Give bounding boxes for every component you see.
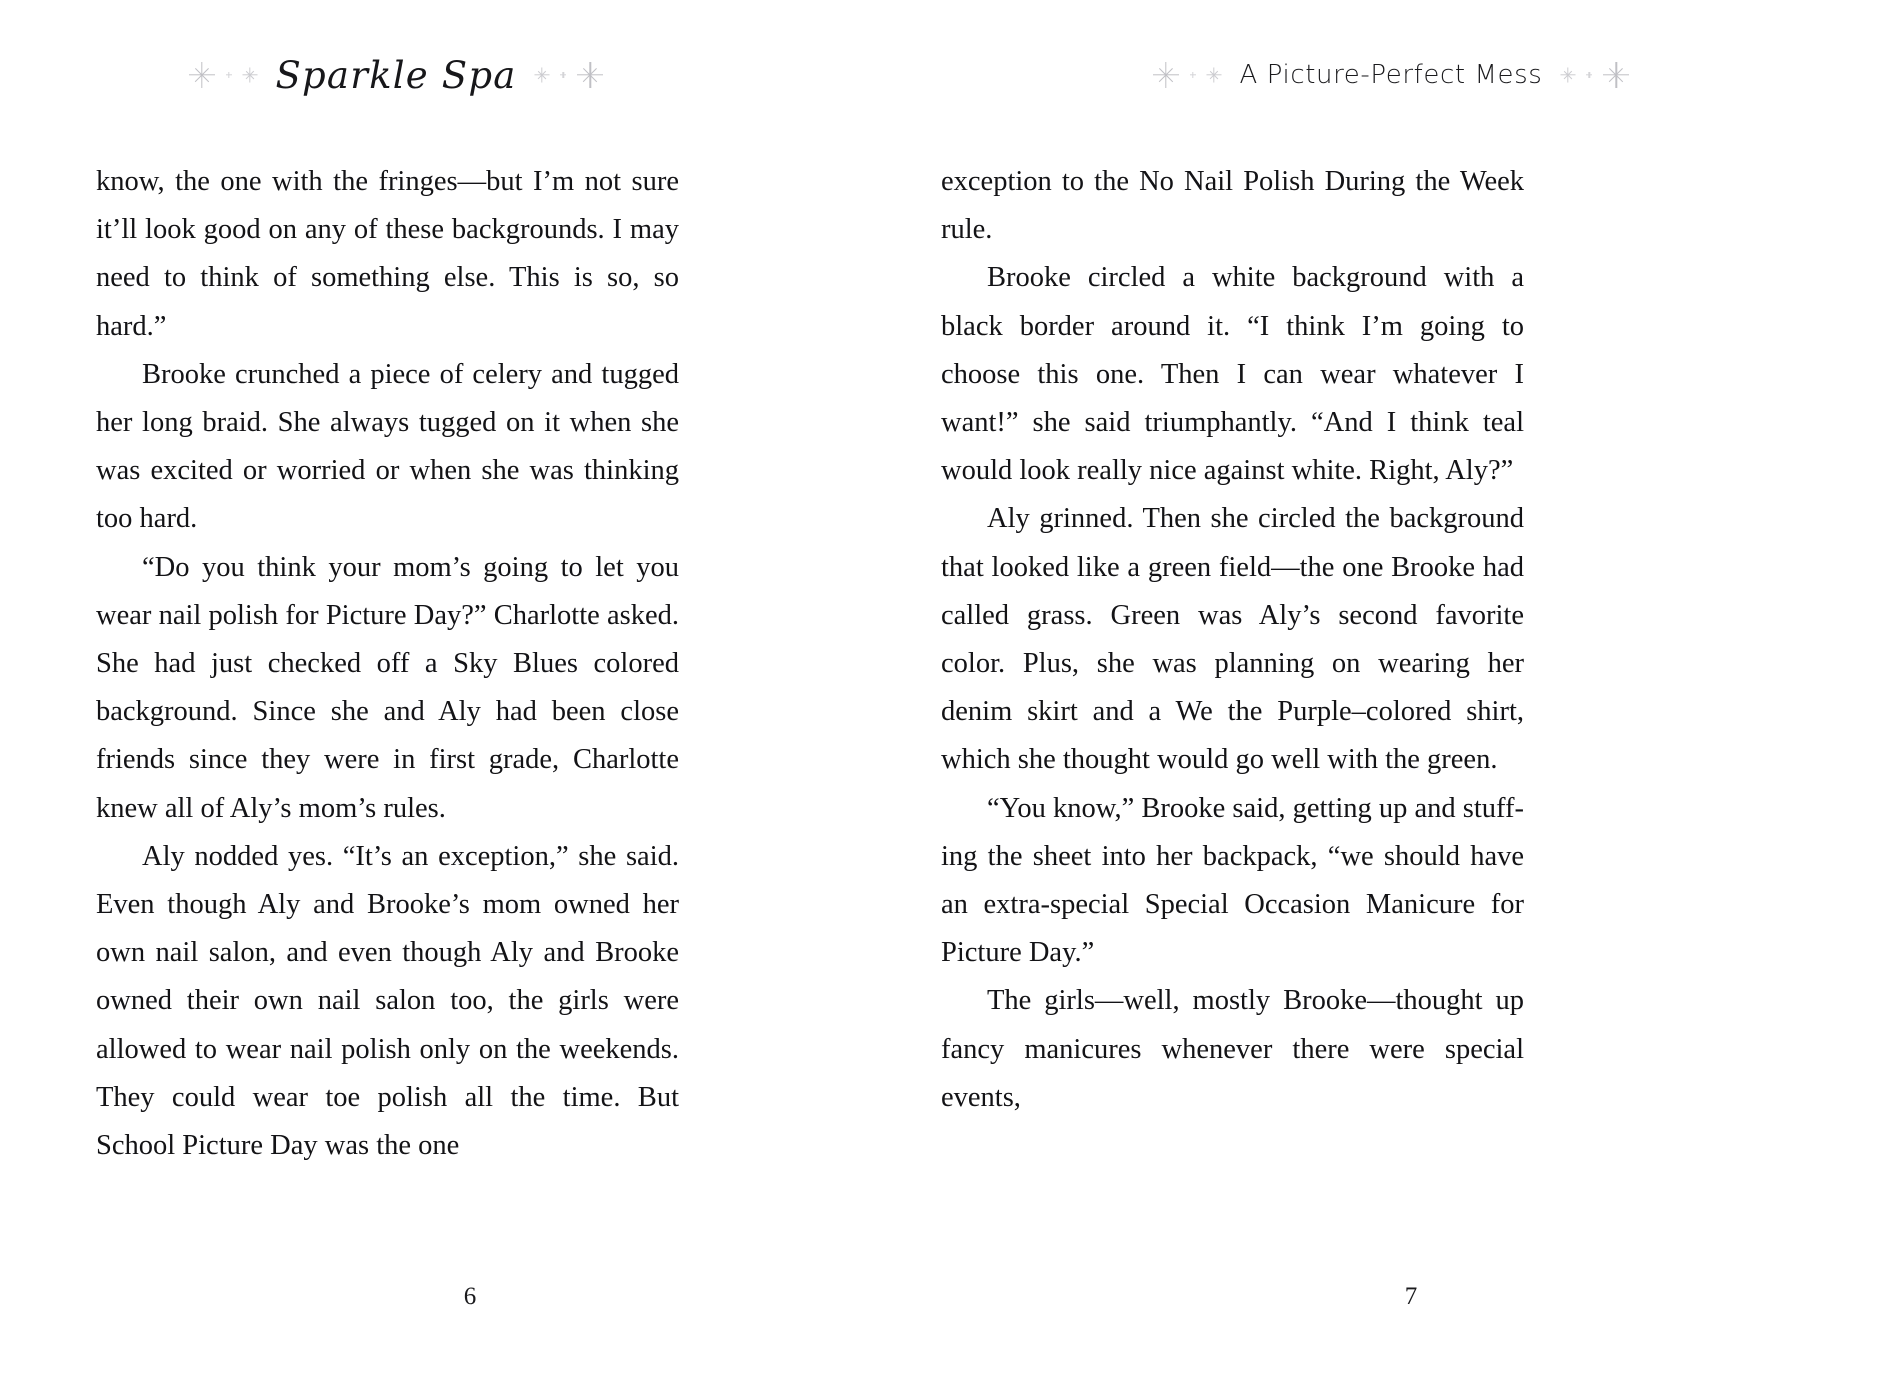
paragraph: The girls—well, mostly Brooke—thought up fancy manicures whenever there were special events, <box>941 985 1524 1113</box>
sparkle-large-icon <box>1153 62 1179 88</box>
sparkle-tiny-icon <box>226 72 232 78</box>
left-page-number: 6 <box>463 1283 477 1310</box>
left-running-head <box>96 46 696 104</box>
right-running-head <box>941 46 1841 104</box>
paragraph: Brooke crunched a piece of celery and tugged her long braid. She always tugged on it when she was excited or worried or when she was thinking too hard. <box>96 358 679 535</box>
right-page-number: 7 <box>1404 1283 1418 1310</box>
right-running-head-title: A Picture-Perfect Mess <box>1239 60 1543 90</box>
paragraph: “You know,” Brooke said, getting up and stuffing the sheet into her backpack, “we should have an extra-special Special Occasion Manicure for Picture Day.” <box>941 792 1524 969</box>
right-page-text-column <box>941 158 1524 1122</box>
sparkle-medium-icon <box>243 68 258 83</box>
paragraph: Aly grinned. Then she circled the background that looked like a green field—the one Brooke had called grass. Green was Aly’s second favorite color. Plus, she was planning on wearing her denim skirt and a We the Purple–colored shirt, which she thought would go well with the green. <box>941 503 1524 776</box>
sparkle-medium-icon <box>1560 68 1575 83</box>
paragraph: Aly nodded yes. “It’s an exception,” she said. Even though Aly and Brooke’s mom owned her own nail salon, and even though Aly and Brooke owned their own nail salon too, the girls were allowed to wear nail polish only on the weekends. They could wear toe polish all the time. But School Picture Day was the one <box>96 840 679 1162</box>
ornament-group-leading <box>189 62 258 88</box>
left-running-head-title: Sparkle Spa <box>275 53 517 97</box>
ornament-group-trailing <box>1560 62 1629 88</box>
paragraph: “Do you think your mom’s going to let you wear nail polish for Picture Day?” Charlotte asked. She had just checked off a Sky Blues colored background. Since she and Aly had been close friends since they were in first grade, Charlotte knew all of Aly’s mom’s rules. <box>96 551 679 824</box>
sparkle-tiny-icon <box>560 72 566 78</box>
left-page-text-column <box>96 158 679 1170</box>
paragraph: exception to the No Nail Polish During the Week rule. <box>941 166 1524 246</box>
ornament-group-leading <box>1153 62 1222 88</box>
sparkle-medium-icon <box>1207 68 1222 83</box>
paragraph: Brooke circled a white background with a black border around it. “I think I’m going to choose this one. Then I can wear whatever I want!” she said triumphantly. “And I think teal would look really nice against white. Right, Aly?” <box>941 262 1524 487</box>
left-page <box>0 0 940 1400</box>
right-page <box>941 0 1881 1400</box>
sparkle-large-icon <box>1603 62 1629 88</box>
ornament-group-trailing <box>534 62 603 88</box>
sparkle-tiny-icon <box>1190 72 1196 78</box>
sparkle-medium-icon <box>534 68 549 83</box>
sparkle-tiny-icon <box>1586 72 1592 78</box>
sparkle-large-icon <box>189 62 215 88</box>
sparkle-large-icon <box>577 62 603 88</box>
paragraph: know, the one with the fringes—but I’m not sure it’ll look good on any of these backgrounds. I may need to think of something else. This is so, so hard.” <box>96 166 679 342</box>
